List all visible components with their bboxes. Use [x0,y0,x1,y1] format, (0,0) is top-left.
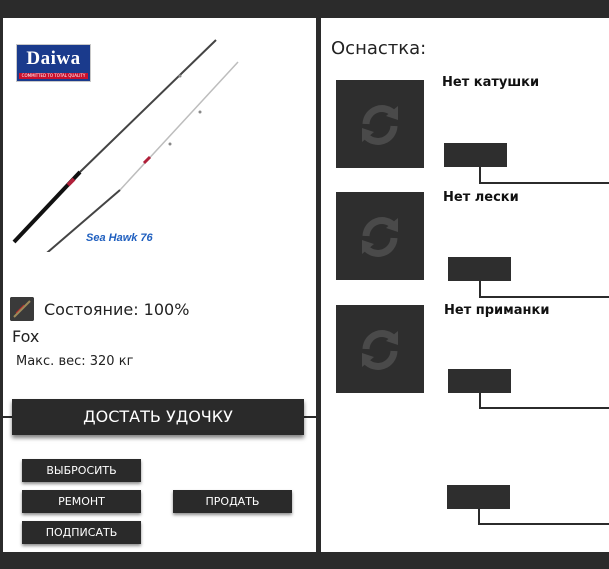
bait-slot[interactable] [336,305,424,393]
brand-logo [16,44,91,82]
bait-wire-horizontal [479,407,609,409]
bait-slot-label: Нет приманки [444,303,550,318]
extra-wire-horizontal [478,523,609,525]
refresh-icon [336,192,424,280]
reel-slot[interactable] [336,80,424,168]
line-wire-horizontal [479,296,609,298]
reel-connector-box [444,143,507,167]
fish-name: Fox [12,327,40,346]
refresh-icon [336,80,424,168]
tackle-title: Оснастка: [331,38,427,59]
brand-name: Daiwa [26,48,81,69]
reel-wire-horizontal [479,182,609,184]
max-weight: Макс. вес: 320 кг [16,354,134,369]
rod-condition-icon [10,297,34,321]
brand-tagline: COMMITTED TO TOTAL QUALITY [19,73,88,79]
refresh-icon [336,305,424,393]
sign-button[interactable]: ПОДПИСАТЬ [22,521,141,544]
sell-button[interactable]: ПРОДАТЬ [173,490,292,513]
repair-button[interactable]: РЕМОНТ [22,490,141,513]
line-slot[interactable] [336,192,424,280]
line-slot-label: Нет лески [443,190,519,205]
take-rod-button[interactable]: ДОСТАТЬ УДОЧКУ [12,399,304,435]
line-connector-box [448,257,511,281]
rod-model-label: Sea Hawk 76 [86,232,153,244]
condition-text: Состояние: 100% [44,300,190,319]
extra-connector-box [447,485,510,509]
throw-away-button[interactable]: ВЫБРОСИТЬ [22,459,141,482]
bait-connector-box [448,369,511,393]
reel-slot-label: Нет катушки [442,75,540,90]
